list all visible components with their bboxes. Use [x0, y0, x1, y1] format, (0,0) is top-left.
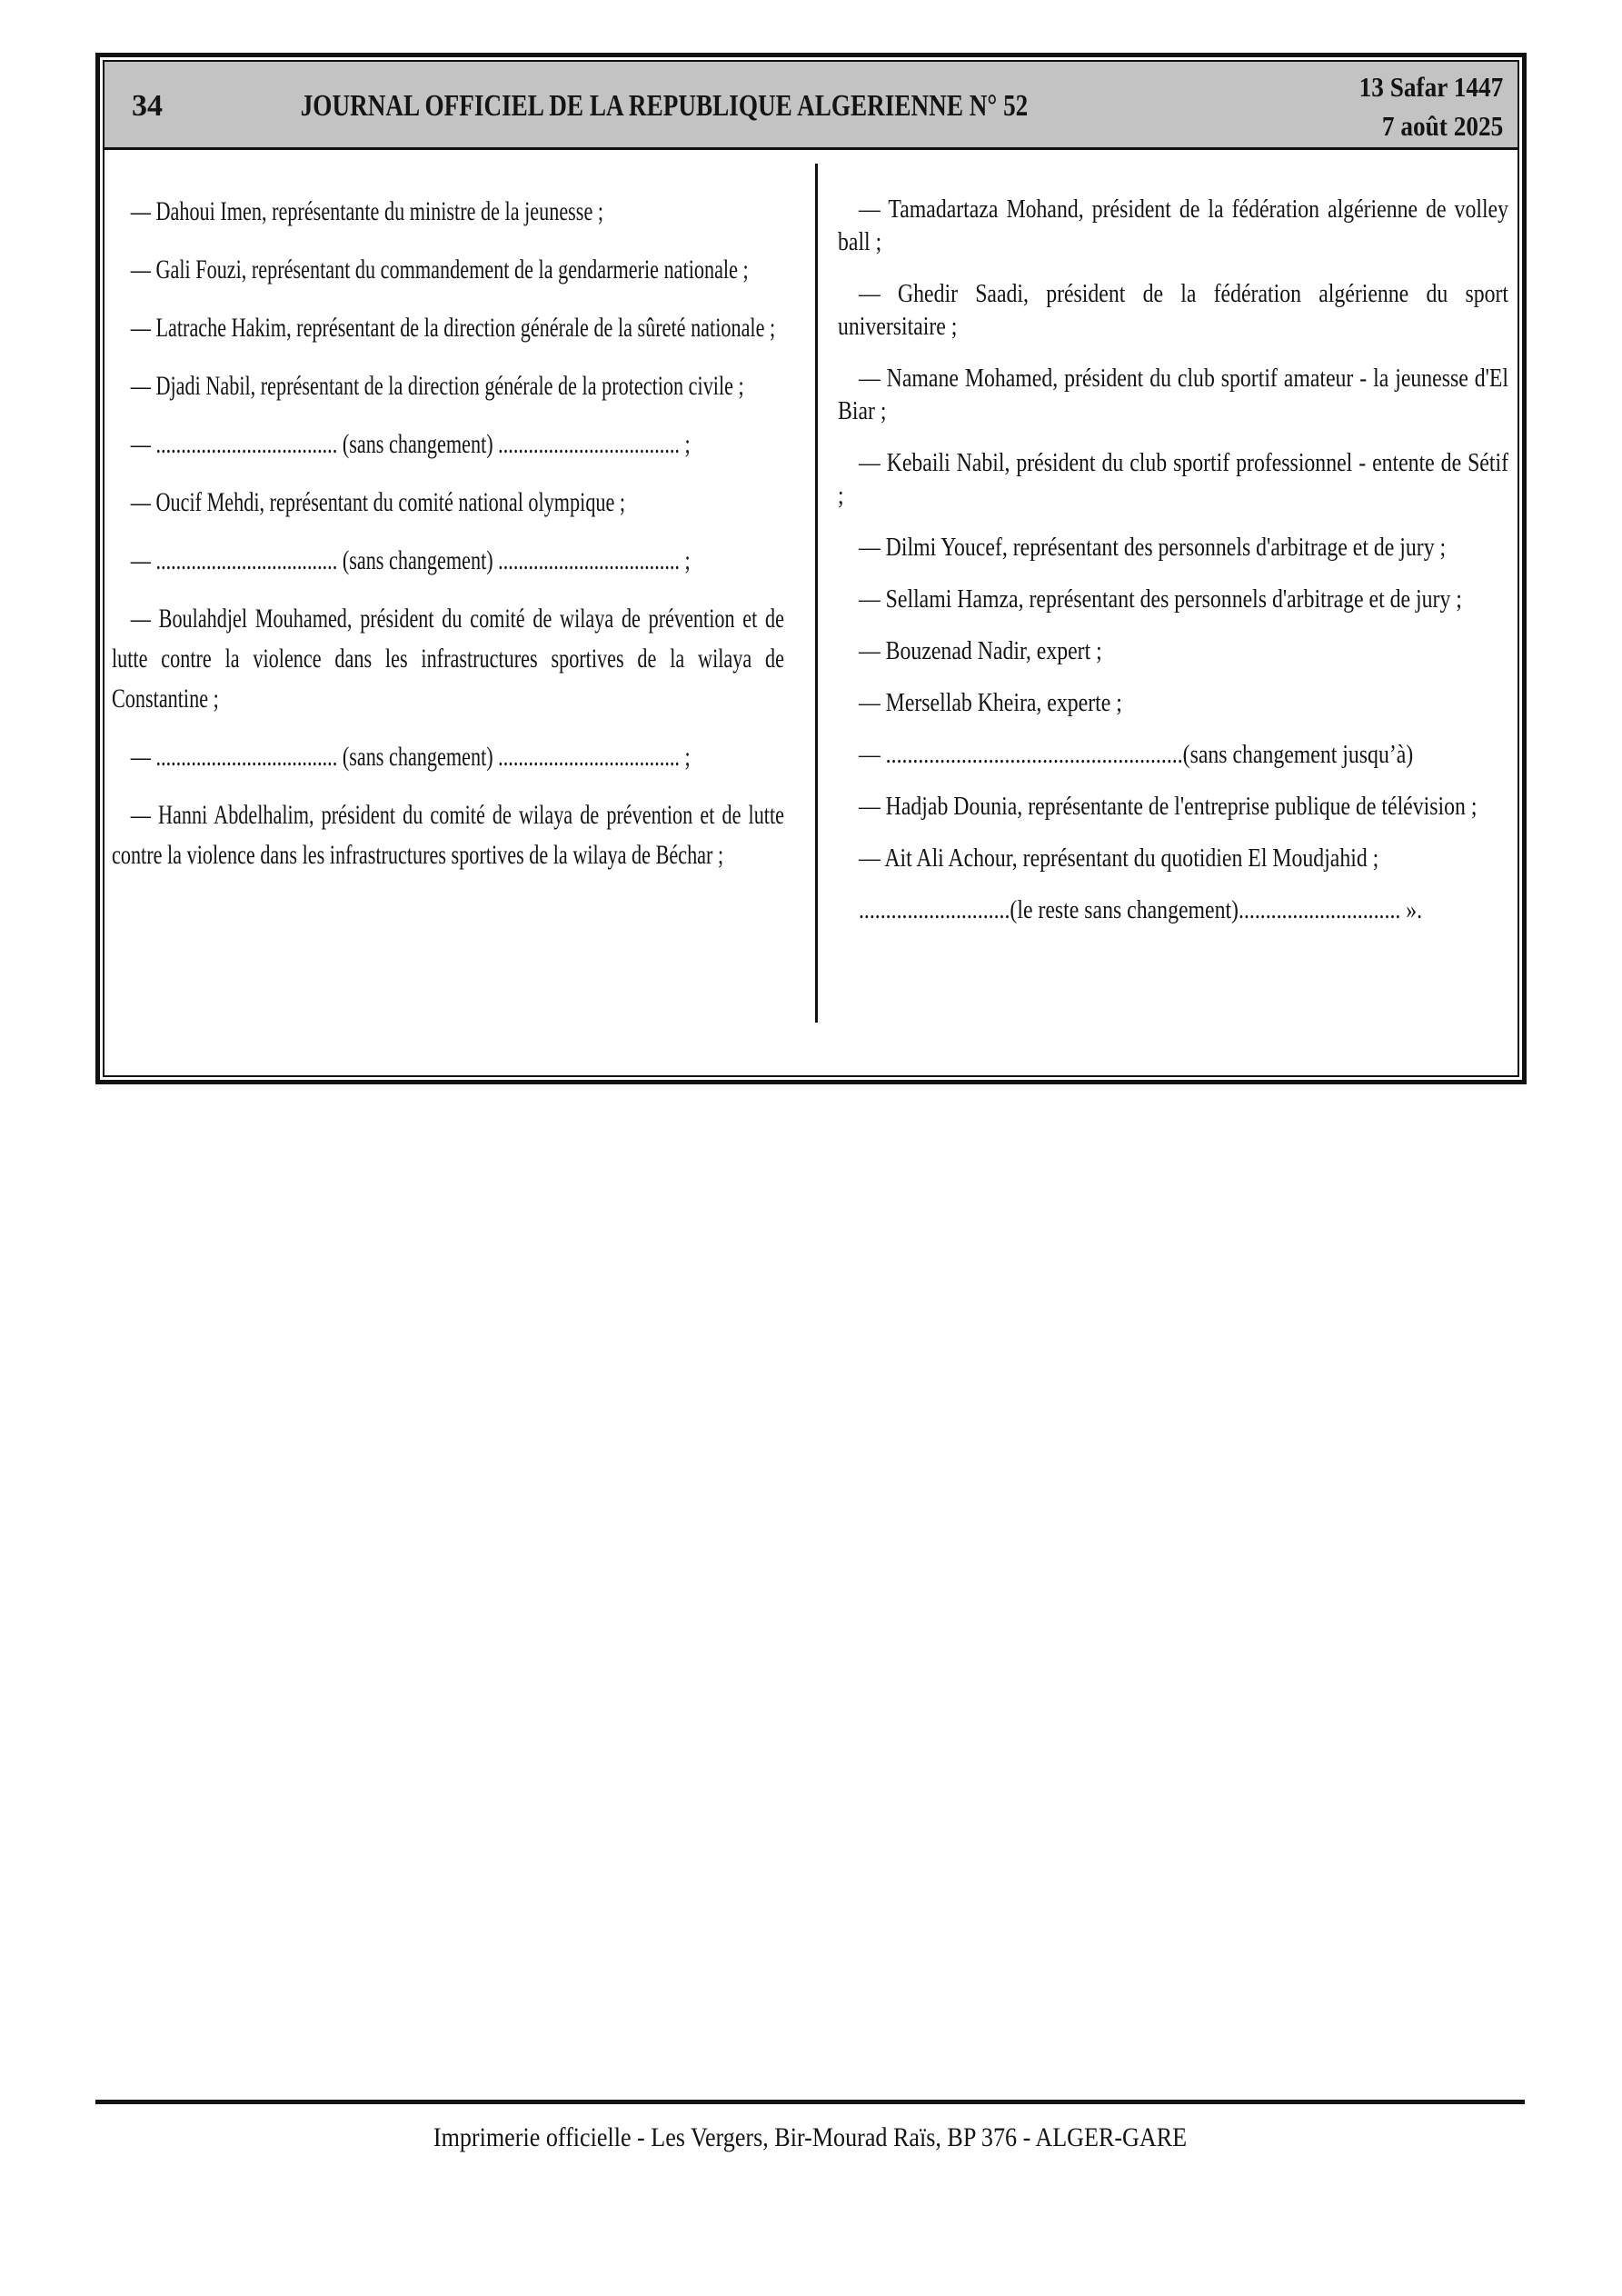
list-item: ............................(le reste sans changement).............................. ». — [858, 895, 1423, 924]
list-item: — Hanni Abdelhalim, président du comité de wilaya de prévention et de lutte contre la violence dans les infrastructures sportives de la wilaya de Béchar ; — [112, 800, 784, 870]
masthead — [104, 62, 1518, 150]
list-item: — .......................................................(sans changement jusqu’à) — [858, 740, 1414, 769]
list-item: — Oucif Mehdi, représentant du comité national olympique ; — [130, 487, 626, 517]
list-item: — .................................... (sans changement) .................................... ; — [130, 742, 691, 772]
left-column — [112, 150, 784, 893]
list-item: — Gali Fouzi, représentant du commandement de la gendarmerie nationale ; — [130, 255, 749, 285]
date-gregorian: 7 août 2025 — [1381, 110, 1503, 142]
list-item: — Latrache Hakim, représentant de la direction générale de la sûreté nationale ; — [130, 313, 776, 343]
journal-title: JOURNAL OFFICIEL DE LA REPUBLIQUE ALGERIENNE N° 52 — [300, 89, 1029, 123]
list-item: — Djadi Nabil, représentant de la direction générale de la protection civile ; — [130, 371, 744, 401]
list-item: — .................................... (sans changement) .................................... ; — [130, 429, 691, 459]
printer-imprint: Imprimerie officielle - Les Vergers, Bir-Mourad Raïs, BP 376 - ALGER-GARE — [433, 2122, 1188, 2152]
list-item: — Dilmi Youcef, représentant des personnels d'arbitrage et de jury ; — [858, 533, 1447, 562]
list-item: — Ghedir Saadi, président de la fédération algérienne du sport universitaire ; — [838, 279, 1508, 341]
list-item: — Bouzenad Nadir, expert ; — [858, 636, 1102, 665]
article-body — [104, 150, 1518, 1023]
list-item: — Namane Mohamed, président du club sportif amateur - la jeunesse d'El Biar ; — [838, 364, 1508, 425]
list-item: — Boulahdjel Mouhamed, président du comité de wilaya de prévention et de lutte contre la violence dans les infrastructures sportives de la wilaya de Constantine ; — [112, 604, 784, 714]
date-hijri: 13 Safar 1447 — [1358, 71, 1503, 103]
list-item: — Mersellab Kheira, experte ; — [858, 688, 1122, 717]
page-frame — [95, 53, 1527, 1084]
list-item: — Kebaili Nabil, président du club sportif professionnel - entente de Sétif ; — [838, 448, 1508, 510]
page-frame-inner — [103, 60, 1519, 1077]
list-item: — Sellami Hamza, représentant des personnels d'arbitrage et de jury ; — [858, 584, 1462, 614]
list-item: — Ait Ali Achour, représentant du quotidien El Moudjahid ; — [858, 844, 1379, 873]
left-column-text — [112, 150, 784, 875]
column-divider — [815, 164, 818, 1023]
issue-dates — [1358, 67, 1503, 145]
list-item: — Dahoui Imen, représentante du ministre de la jeunesse ; — [130, 196, 604, 226]
right-column-text — [838, 150, 1508, 926]
footer-rule — [95, 2100, 1525, 2104]
list-item: — Tamadartaza Mohand, président de la fédération algérienne de volley ball ; — [838, 195, 1508, 256]
list-item: — Hadjab Dounia, représentante de l'entreprise publique de télévision ; — [858, 792, 1478, 821]
list-item: — .................................... (sans changement) .................................... ; — [130, 545, 691, 575]
page-number: 34 — [132, 89, 163, 123]
right-column — [838, 150, 1508, 945]
